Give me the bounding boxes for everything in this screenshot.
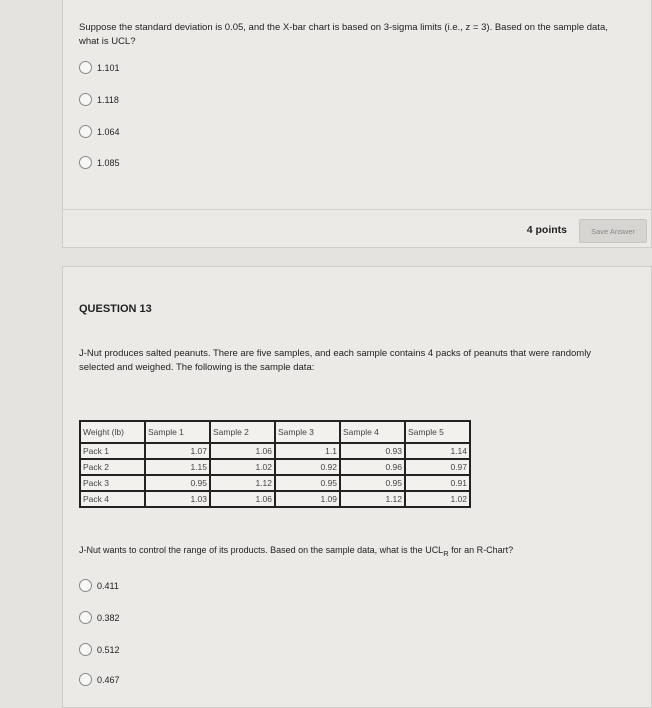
option-label: 0.512 bbox=[97, 644, 120, 655]
divider bbox=[63, 209, 651, 210]
table-row bbox=[80, 491, 470, 507]
header-cell: Sample 3 bbox=[275, 421, 340, 443]
option-3[interactable] bbox=[79, 125, 120, 138]
points-label: 4 points bbox=[526, 224, 567, 236]
row-label: Pack 4 bbox=[80, 491, 145, 507]
prompt-text: J-Nut wants to control the range of its products. Based on the sample data, what is the UCL bbox=[79, 545, 444, 555]
question-prompt bbox=[79, 543, 627, 561]
prompt-suffix: for an R-Chart? bbox=[448, 545, 514, 555]
option-label: 0.382 bbox=[97, 612, 120, 623]
row-label: Pack 3 bbox=[80, 475, 145, 491]
table-header-row bbox=[80, 421, 470, 443]
option-label: 0.411 bbox=[97, 580, 119, 591]
radio-button[interactable] bbox=[79, 673, 92, 686]
radio-button[interactable] bbox=[79, 156, 92, 169]
option-label: 0.467 bbox=[97, 674, 120, 685]
option-1[interactable] bbox=[79, 579, 119, 592]
sample-data-table bbox=[79, 420, 471, 508]
cell: 0.95 bbox=[145, 475, 210, 491]
cell: 1.12 bbox=[340, 491, 405, 507]
option-4[interactable] bbox=[79, 673, 120, 686]
cell: 1.1 bbox=[275, 443, 340, 459]
radio-button[interactable] bbox=[79, 125, 92, 138]
cell: 1.15 bbox=[145, 459, 210, 475]
cell: 0.95 bbox=[340, 475, 405, 491]
question-13-panel bbox=[62, 266, 652, 708]
cell: 0.91 bbox=[405, 475, 470, 491]
cell: 0.97 bbox=[405, 459, 470, 475]
radio-button[interactable] bbox=[79, 579, 92, 592]
radio-button[interactable] bbox=[79, 93, 92, 106]
cell: 0.95 bbox=[275, 475, 340, 491]
cell: 0.93 bbox=[340, 443, 405, 459]
header-cell: Weight (lb) bbox=[80, 421, 145, 443]
question-12-panel bbox=[62, 0, 652, 248]
table-row bbox=[80, 459, 470, 475]
header-cell: Sample 5 bbox=[405, 421, 470, 443]
radio-button[interactable] bbox=[79, 61, 92, 74]
cell: 1.03 bbox=[145, 491, 210, 507]
question-intro: J-Nut produces salted peanuts. There are five samples, and each sample contains 4 packs of peanuts that were randomly selected and weighed. The following is the sample data: bbox=[79, 348, 592, 373]
option-label: 1.118 bbox=[97, 94, 119, 105]
cell: 1.06 bbox=[210, 443, 275, 459]
cell: 0.96 bbox=[340, 459, 405, 475]
option-1[interactable] bbox=[79, 61, 120, 74]
radio-button[interactable] bbox=[79, 611, 92, 624]
cell: 1.07 bbox=[145, 443, 210, 459]
option-label: 1.064 bbox=[97, 126, 120, 137]
header-cell: Sample 1 bbox=[145, 421, 210, 443]
cell: 1.06 bbox=[210, 491, 275, 507]
cell: 1.02 bbox=[210, 459, 275, 475]
table-row bbox=[80, 443, 470, 459]
cell: 1.09 bbox=[275, 491, 340, 507]
row-label: Pack 2 bbox=[80, 459, 145, 475]
question-title: QUESTION 13 bbox=[79, 303, 152, 315]
cell: 1.02 bbox=[405, 491, 470, 507]
table-row bbox=[80, 475, 470, 491]
header-cell: Sample 4 bbox=[340, 421, 405, 443]
option-2[interactable] bbox=[79, 93, 119, 106]
option-label: 1.101 bbox=[97, 62, 120, 73]
cell: 1.12 bbox=[210, 475, 275, 491]
save-answer-button[interactable]: Save Answer bbox=[579, 219, 647, 243]
option-label: 1.085 bbox=[97, 157, 120, 168]
option-4[interactable] bbox=[79, 156, 120, 169]
header-cell: Sample 2 bbox=[210, 421, 275, 443]
cell: 0.92 bbox=[275, 459, 340, 475]
cell: 1.14 bbox=[405, 443, 470, 459]
option-2[interactable] bbox=[79, 611, 120, 624]
row-label: Pack 1 bbox=[80, 443, 145, 459]
radio-button[interactable] bbox=[79, 643, 92, 656]
option-3[interactable] bbox=[79, 643, 120, 656]
prompt-subscript: R bbox=[443, 548, 449, 558]
question-text: Suppose the standard deviation is 0.05, and the X-bar chart is based on 3-sigma limits (i.e., z = 3). Based on the sample data, what is UCL? bbox=[79, 22, 608, 47]
